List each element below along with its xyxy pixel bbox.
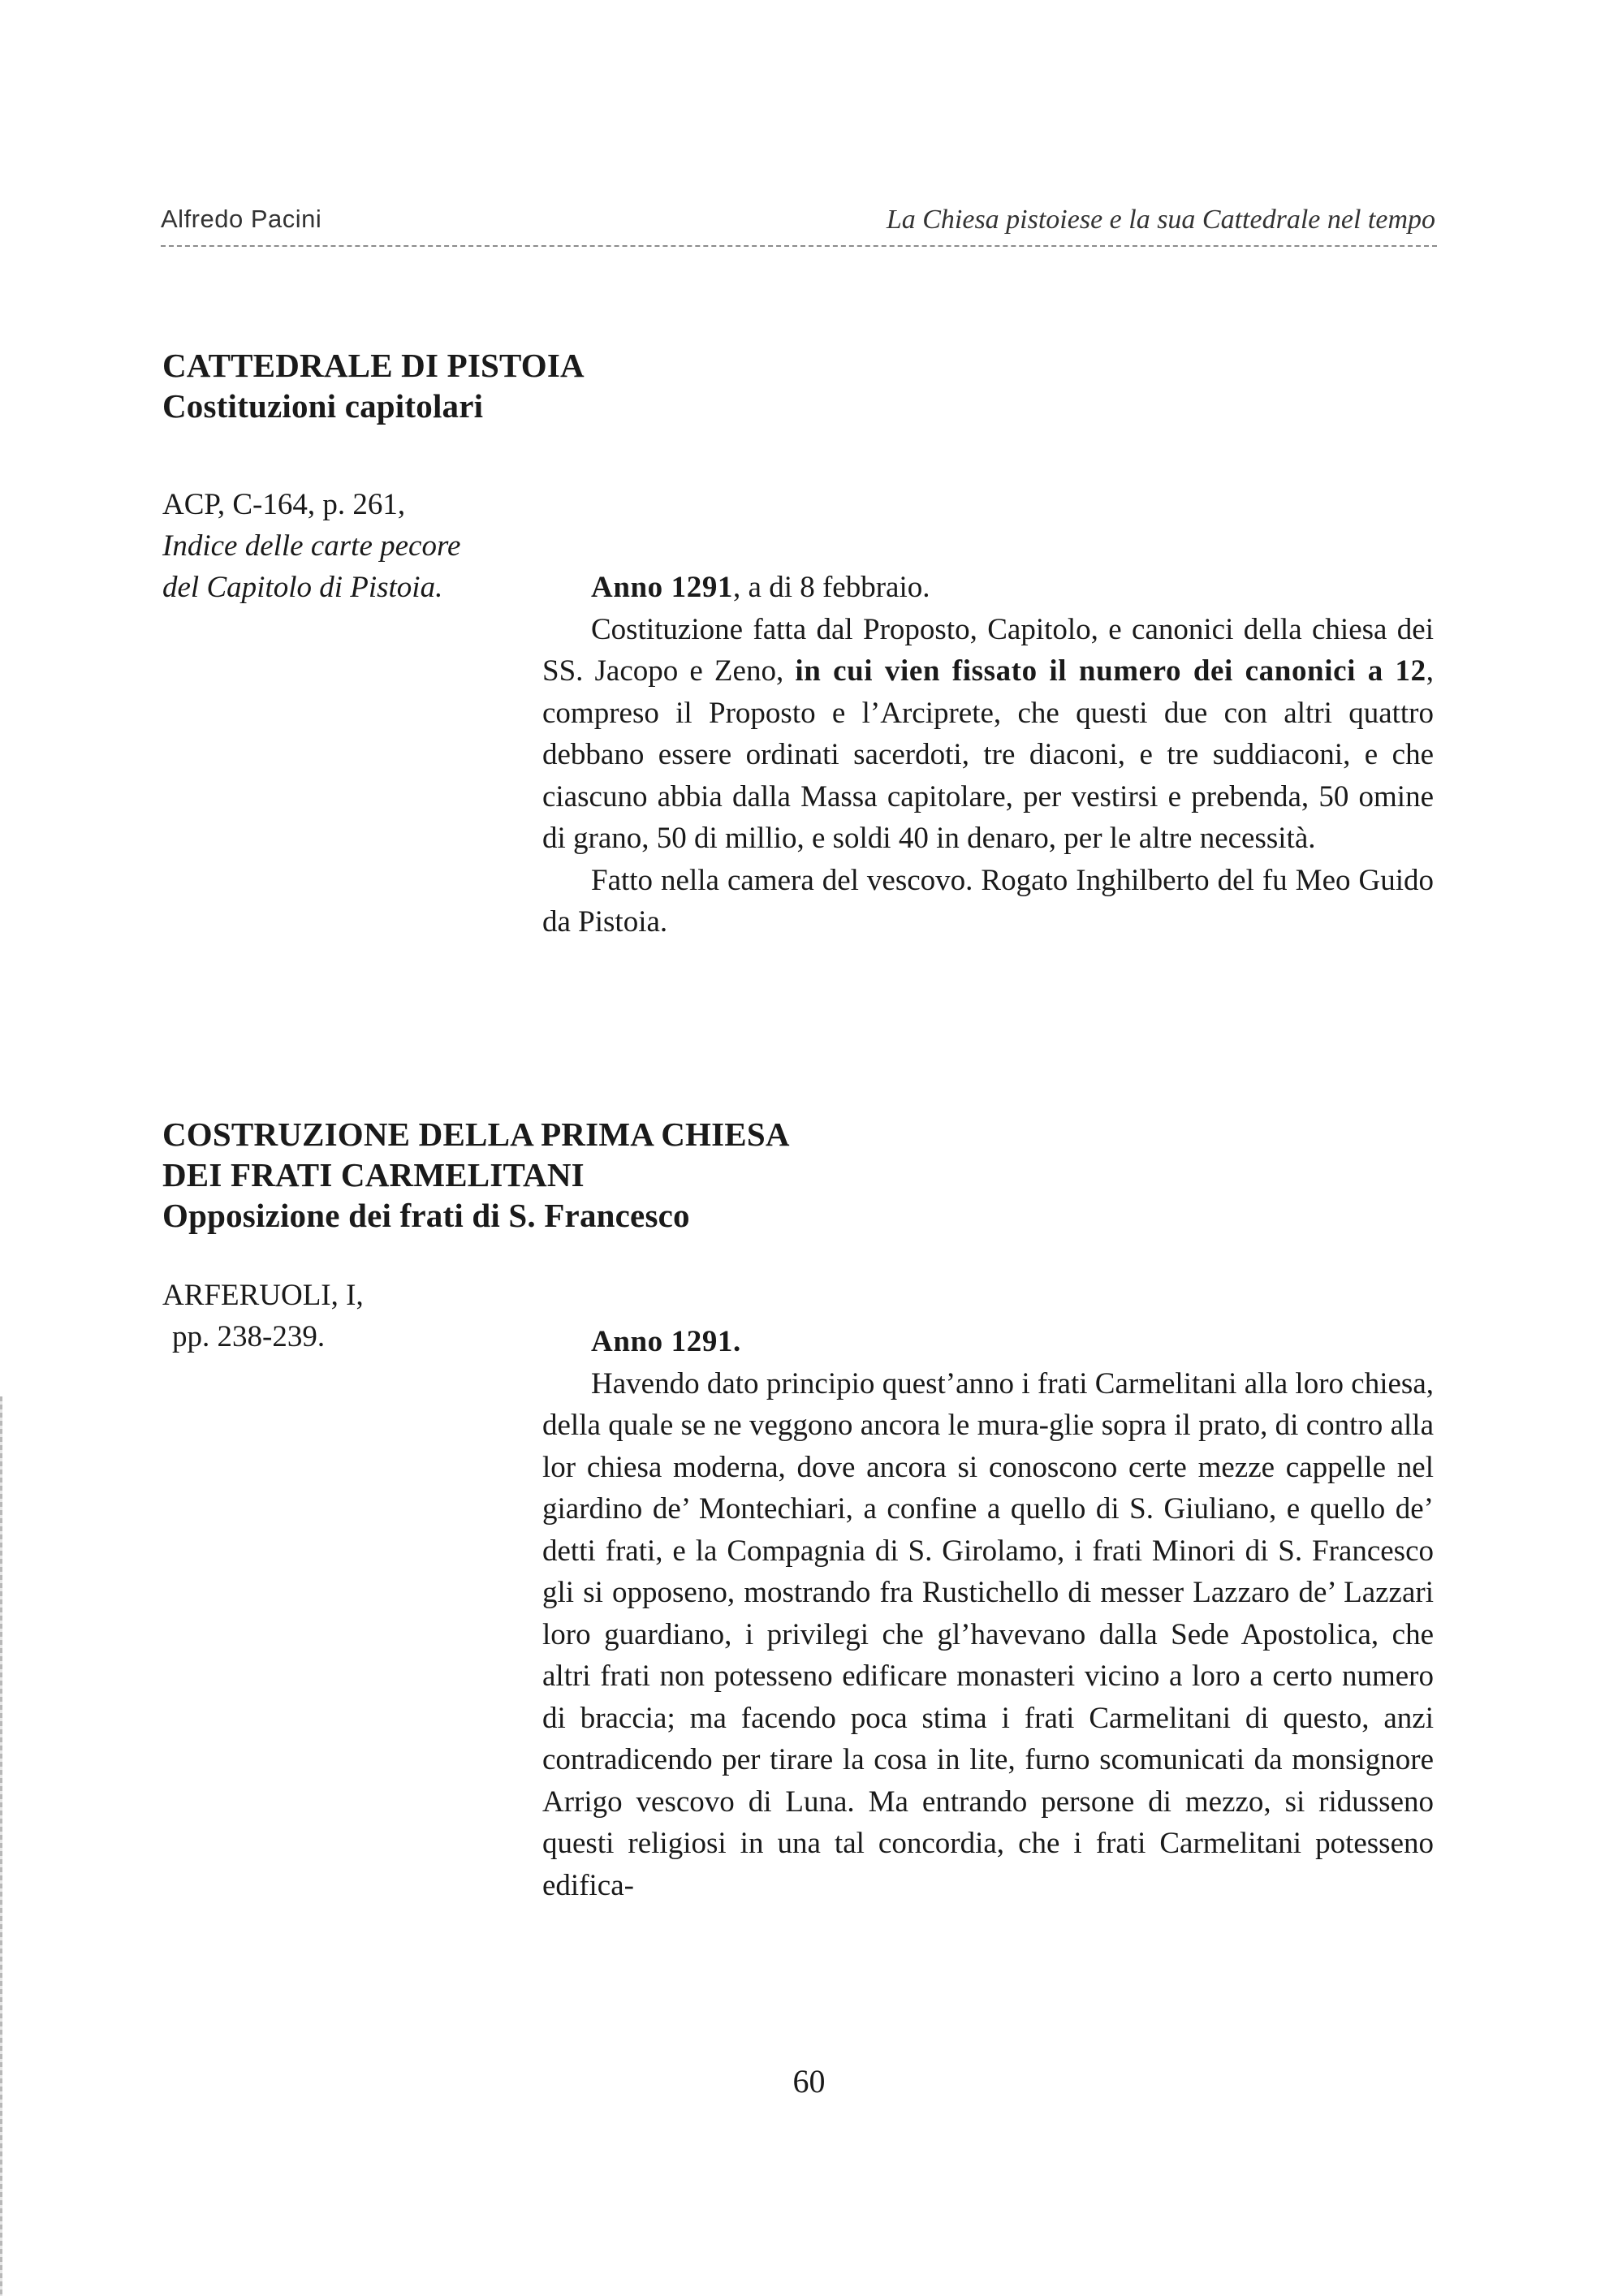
source-pages: pp. 238-239. bbox=[172, 1320, 326, 1353]
source-title-line: Indice delle carte pecore bbox=[162, 529, 461, 563]
section-subtitle-line: Costituzioni capitolari bbox=[162, 387, 484, 425]
year-label: Anno 1291 bbox=[591, 571, 734, 604]
source-title-line: del Capitolo di Pistoia. bbox=[162, 571, 443, 604]
section-body-cattedrale bbox=[542, 567, 1434, 943]
section-subtitle-line: Opposizione dei frati di S. Francesco bbox=[162, 1197, 690, 1234]
section-title-cattedrale bbox=[162, 345, 585, 426]
year-label: Anno 1291. bbox=[591, 1325, 741, 1358]
source-note-acp bbox=[162, 484, 460, 608]
body-paragraph: Fatto nella camera del vescovo. Rogato Inghilberto del fu Meo Guido da Pistoia. bbox=[542, 863, 1434, 939]
paragraph-text: , compreso il Proposto e l’Arciprete, che questi due con altri quattro debbano essere ordinati sacerdoti, tre diaconi, e tre suddiaconi, e che ciascuno abbia dalla Massa capitolare, per vestirsi e prebenda, 50 omine di grano, 50 di millio, e soldi 40 in denaro, per le altre necessità. bbox=[542, 654, 1434, 855]
date-line bbox=[542, 567, 1434, 609]
date-line bbox=[542, 1321, 1434, 1363]
paragraph-text: Costituzione fatta dal Proposto, Capitolo, e canonici della chiesa dei SS. Jacopo e Zeno, bbox=[542, 612, 1434, 688]
section-title-line: CATTEDRALE DI PISTOIA bbox=[162, 347, 585, 384]
scan-edge-mark bbox=[0, 1396, 2, 2296]
running-head-title: La Chiesa pistoiese e la sua Cattedrale nel tempo bbox=[886, 205, 1435, 235]
body-paragraph: Havendo dato principio quest’anno i frati Carmelitani alla loro chiesa, della quale se ne veggono ancora le mura-glie sopra il prato, di contro alla lor chiesa moderna, dove ancora si conoscono certe mezze cappelle nel giardino de’ Montechiari, a confine a quello di S. Giuliano, e quello de’ detti frati, e la Compagnia di S. Girolamo, i frati Minori di S. Francesco gli si opposeno, mostrando fra Rustichello di messer Lazzaro de’ Lazzari loro guardiano, i privilegi che gl’havevano dalla Sede Apostolica, che altri frati non potesseno edificare monasteri vicino a loro a certo numero di braccia; ma facendo poca stima i frati Carmelitani di questo, anzi contradicendo per tirare la cosa in lite, furno scomunicati da monsignore Arrigo vescovo di Luna. Ma entrando persone di mezzo, si ridusseno questi religiosi in una tal concordia, che i frati Carmelitani potesseno edifica- bbox=[542, 1366, 1434, 1902]
emphasis-text: in cui vien fissato il numero dei canonici a 12 bbox=[795, 654, 1426, 688]
source-reference: ARFERUOLI, I, bbox=[162, 1279, 364, 1312]
section-title-line: COSTRUZIONE DELLA PRIMA CHIESA bbox=[162, 1116, 790, 1153]
header-rule bbox=[161, 245, 1437, 247]
source-note-arferuoli bbox=[162, 1275, 364, 1357]
running-head-author: Alfredo Pacini bbox=[161, 205, 322, 233]
section-title-costruzione bbox=[162, 1114, 790, 1236]
page-number: 60 bbox=[792, 2063, 826, 2100]
body-paragraph bbox=[542, 609, 1434, 860]
source-reference: ACP, C-164, p. 261, bbox=[162, 488, 406, 521]
section-title-line: DEI FRATI CARMELITANI bbox=[162, 1156, 585, 1193]
section-body-costruzione bbox=[542, 1321, 1434, 1906]
running-head bbox=[161, 205, 1435, 240]
date-text: , a di 8 febbraio. bbox=[733, 571, 930, 604]
